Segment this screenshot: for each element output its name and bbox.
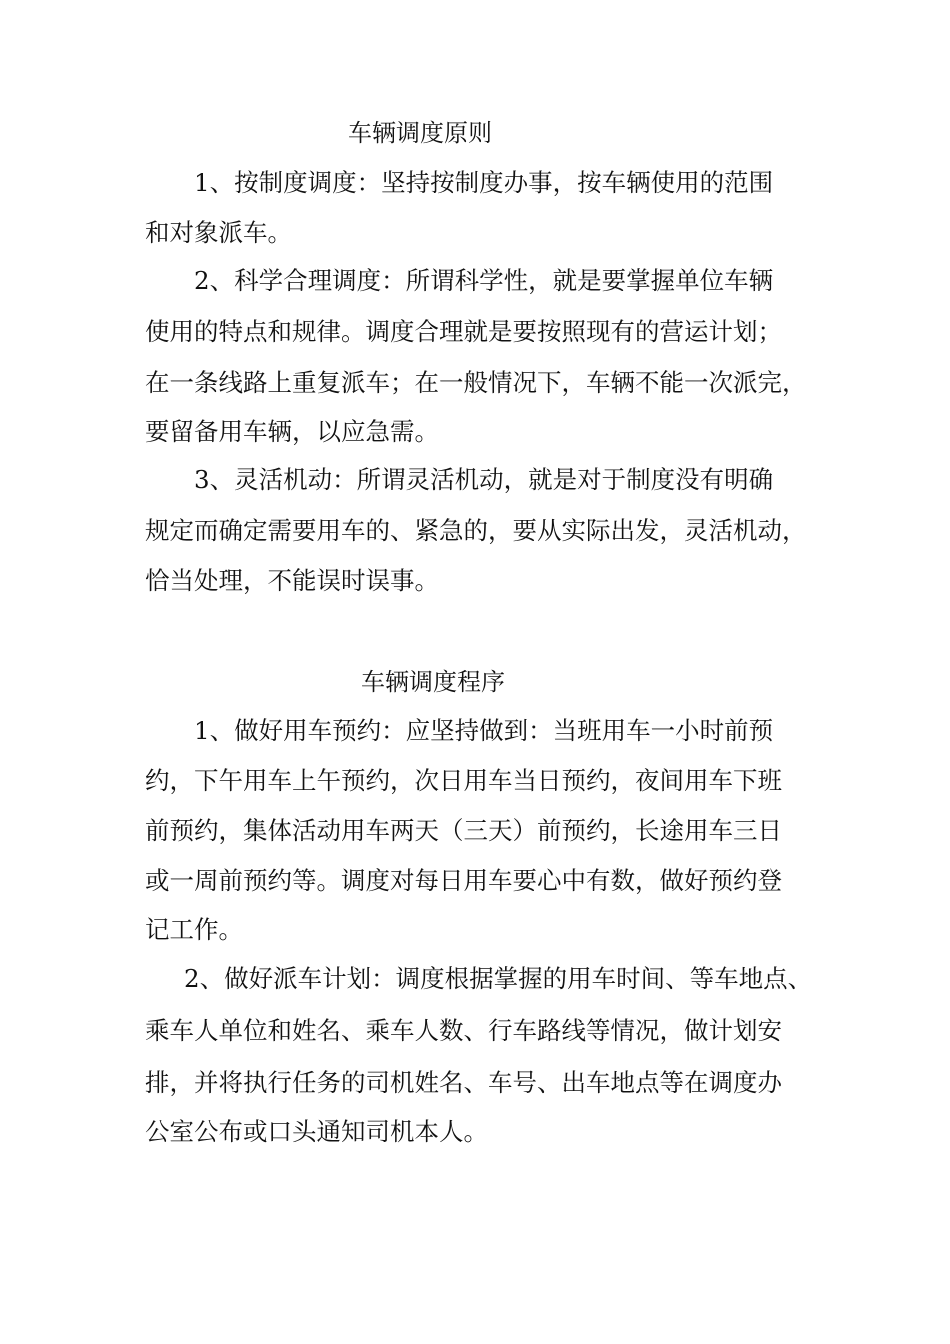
paragraph-line: 乘车人单位和姓名、乘车人数、行车路线等情况，做计划安	[145, 1016, 782, 1045]
paragraph-line: 2、做好派车计划：调度根据掌握的用车时间、等车地点、	[184, 964, 813, 993]
paragraph-line: 1、按制度调度：坚持按制度办事，按车辆使用的范围	[194, 168, 774, 197]
section-title-dispatch-procedure: 车辆调度程序	[361, 668, 505, 696]
paragraph-line: 3、灵活机动：所谓灵活机动，就是对于制度没有明确	[194, 465, 774, 494]
paragraph-line: 使用的特点和规律。调度合理就是要按照现有的营运计划；	[145, 317, 782, 346]
paragraph-line: 记工作。	[145, 915, 243, 944]
paragraph-line: 约，下午用车上午预约，次日用车当日预约，夜间用车下班	[145, 766, 782, 795]
paragraph-line: 或一周前预约等。调度对每日用车要心中有数，做好预约登	[145, 866, 782, 895]
paragraph-line: 恰当处理，不能误时误事。	[145, 566, 439, 595]
paragraph-line: 2、科学合理调度：所谓科学性，就是要掌握单位车辆	[194, 266, 774, 295]
paragraph-line: 前预约，集体活动用车两天（三天）前预约，长途用车三日	[145, 816, 782, 845]
paragraph-line: 和对象派车。	[145, 218, 292, 247]
paragraph-line: 要留备用车辆，以应急需。	[145, 417, 439, 446]
paragraph-line: 公室公布或口头通知司机本人。	[145, 1117, 488, 1146]
paragraph-line: 1、做好用车预约：应坚持做到：当班用车一小时前预	[194, 716, 774, 745]
paragraph-line: 在一条线路上重复派车；在一般情况下，车辆不能一次派完，	[145, 368, 807, 397]
paragraph-line: 规定而确定需要用车的、紧急的，要从实际出发，灵活机动，	[145, 516, 807, 545]
section-title-dispatch-principles: 车辆调度原则	[348, 119, 492, 147]
paragraph-line: 排，并将执行任务的司机姓名、车号、出车地点等在调度办	[145, 1068, 782, 1097]
